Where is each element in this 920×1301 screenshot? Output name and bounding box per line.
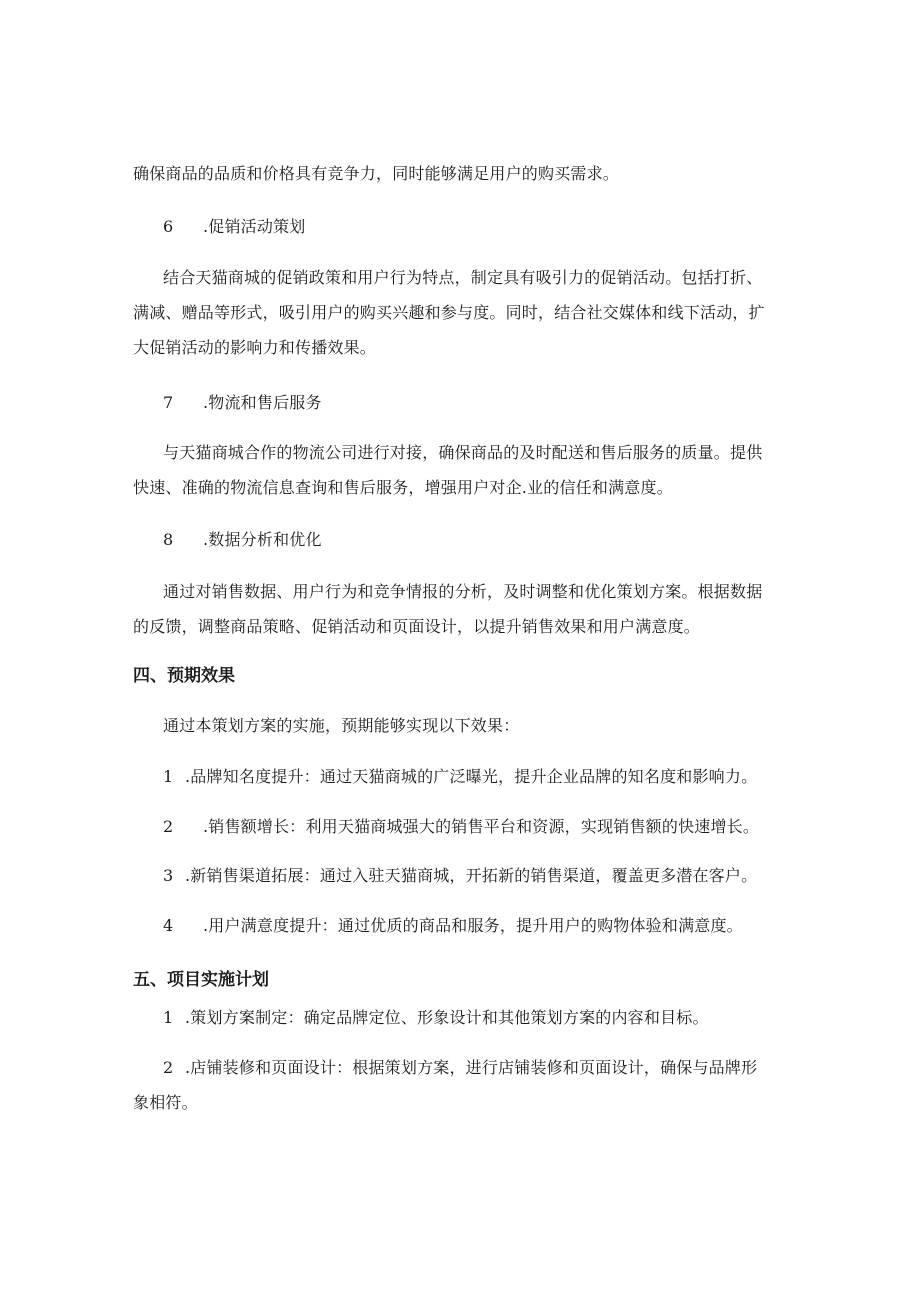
item-number: 6 (163, 217, 174, 236)
item-number: 4 (163, 916, 174, 935)
item-number: 2 (163, 817, 174, 836)
section-heading: 四、预期效果 (133, 666, 235, 686)
paragraph-line: 结合天猫商城的促销政策和用户行为特点，制定具有吸引力的促销活动。包括打折、 (163, 268, 763, 287)
list-item (163, 817, 759, 837)
paragraph-line: 快速、准确的物流信息查询和售后服务，增强用户对企.业的信任和满意度。 (133, 478, 673, 497)
list-item (163, 767, 757, 787)
section-heading: 五、项目实施计划 (133, 970, 269, 990)
list-item-8 (163, 530, 322, 550)
item-text: .策划方案制定：确定品牌定位、形象设计和其他策划方案的内容和目标。 (185, 1008, 709, 1027)
item-text: .用户满意度提升：通过优质的商品和服务，提升用户的购物体验和满意度。 (203, 916, 743, 935)
item-title: .物流和售后服务 (203, 393, 322, 412)
paragraph-line: 通过对销售数据、用户行为和竞争情报的分析，及时调整和优化策划方案。根据数据 (163, 582, 763, 601)
paragraph-line: 通过本策划方案的实施，预期能够实现以下效果： (163, 716, 520, 735)
list-item (163, 916, 743, 936)
list-item (163, 866, 757, 886)
item-number: 3 (163, 866, 174, 885)
list-item-7 (163, 393, 322, 413)
paragraph-line: 确保商品的品质和价格具有竞争力，同时能够满足用户的购买需求。 (133, 164, 620, 183)
item-number: 8 (163, 530, 174, 549)
item-number: 1 (163, 1008, 174, 1027)
item-number: 7 (163, 393, 174, 412)
item-title: .促销活动策划 (203, 217, 306, 236)
item-title: .数据分析和优化 (203, 530, 322, 549)
item-number: 2 (163, 1058, 174, 1077)
paragraph-line: 的反馈，调整商品策略、促销活动和页面设计，以提升销售效果和用户满意度。 (133, 617, 701, 636)
list-item-6 (163, 217, 306, 237)
list-item (163, 1008, 709, 1028)
paragraph-line: 与天猫商城合作的物流公司进行对接，确保商品的及时配送和售后服务的质量。提供 (163, 443, 763, 462)
paragraph-line: 满减、赠品等形式，吸引用户的购买兴趣和参与度。同时，结合社交媒体和线下活动，扩 (133, 303, 765, 322)
item-text: .店铺装修和页面设计：根据策划方案，进行店铺装修和页面设计，确保与品牌形 (185, 1058, 758, 1077)
item-text: .品牌知名度提升：通过天猫商城的广泛曝光，提升企业品牌的知名度和影响力。 (185, 767, 758, 786)
item-text: .销售额增长：利用天猫商城强大的销售平台和资源，实现销售额的快速增长。 (203, 817, 760, 836)
paragraph-line: 象相符。 (133, 1093, 198, 1112)
paragraph-line: 大促销活动的影响力和传播效果。 (133, 338, 377, 357)
list-item (163, 1058, 757, 1078)
item-text: .新销售渠道拓展：通过入驻天猫商城，开拓新的销售渠道，覆盖更多潜在客户。 (185, 866, 758, 885)
item-number: 1 (163, 767, 174, 786)
